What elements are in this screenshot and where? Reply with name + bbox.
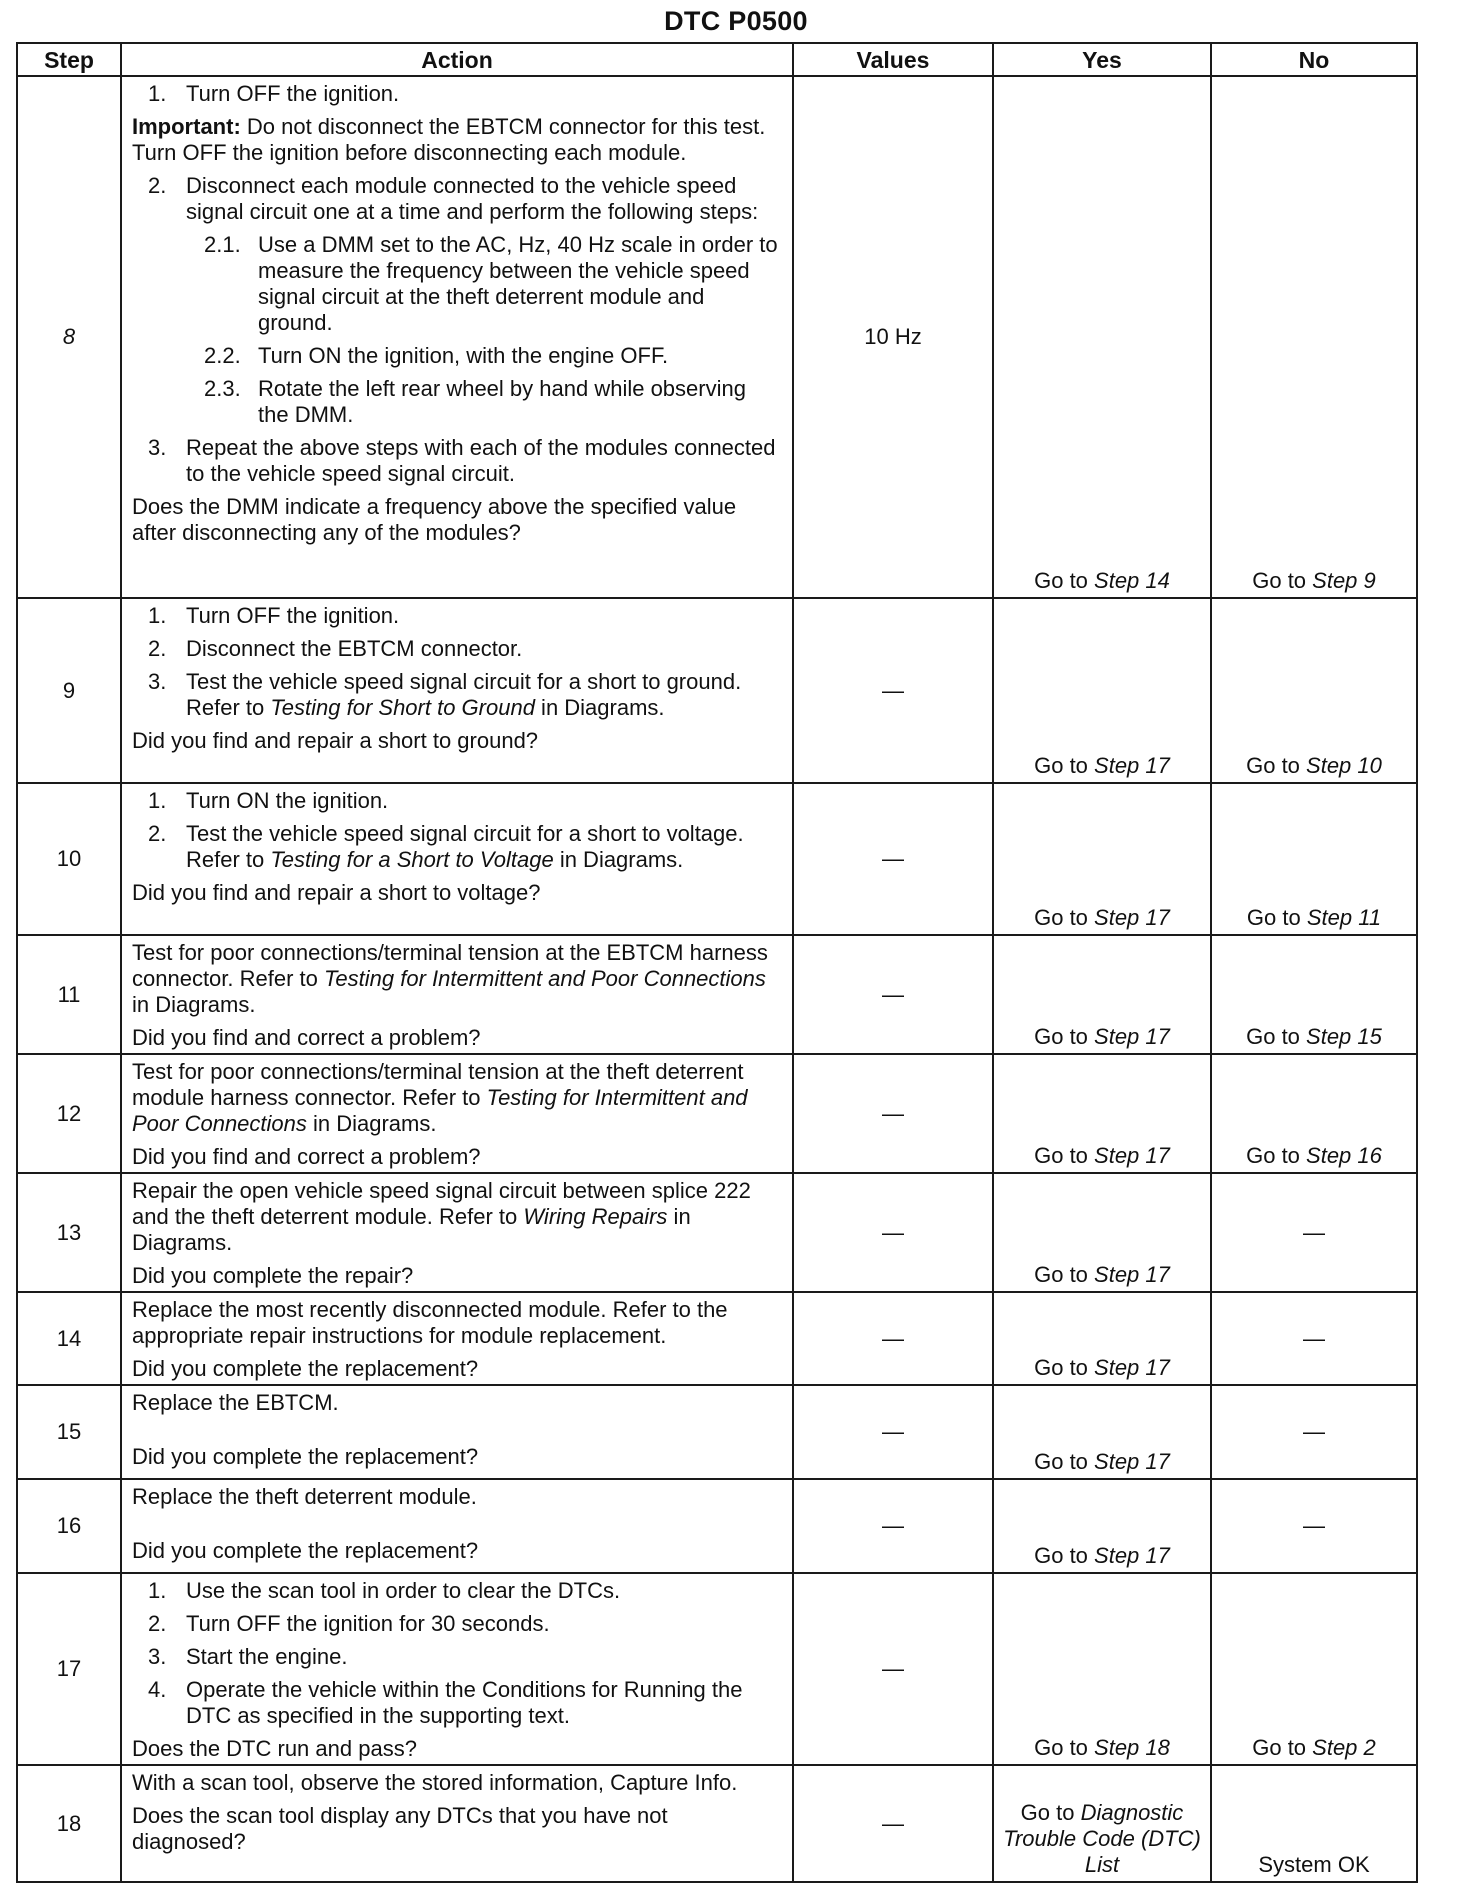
value-cell: — (793, 1054, 993, 1173)
action-text: Replace the EBTCM. (132, 1390, 339, 1415)
table-row (17, 783, 1417, 935)
value-cell: — (793, 1765, 993, 1882)
action-text: Test for poor connections/terminal tension at the EBTCM harness connector. Refer to Testing for Intermittent and Poor Connections in Diagrams. (132, 940, 768, 1017)
no-cell: Go to Step 2 (1211, 1573, 1417, 1765)
dtc-table (16, 42, 1418, 1883)
action-step: 3. Test the vehicle speed signal circuit for a short to ground. Refer to Testing for Short to Ground in Diagrams. (148, 669, 742, 720)
action-cell (121, 783, 793, 935)
step-number: 9 (17, 598, 121, 783)
action-cell (121, 1173, 793, 1292)
step-number: 12 (17, 1054, 121, 1173)
table-row (17, 1385, 1417, 1479)
yes-cell: Go to Step 18 (993, 1573, 1211, 1765)
table-row (17, 76, 1417, 598)
value-cell: — (793, 935, 993, 1054)
no-cell: System OK (1211, 1765, 1417, 1882)
value-cell: — (793, 1385, 993, 1479)
action-question: Did you find and correct a problem? (132, 1144, 481, 1169)
yes-cell: Go to Step 17 (993, 783, 1211, 935)
action-question: Does the DTC run and pass? (132, 1736, 417, 1761)
step-number: 14 (17, 1292, 121, 1385)
yes-cell: Go to Step 17 (993, 1385, 1211, 1479)
table-row (17, 1573, 1417, 1765)
action-question: Did you complete the replacement? (132, 1444, 479, 1469)
header-yes: Yes (993, 43, 1211, 76)
no-cell: — (1211, 1292, 1417, 1385)
action-text: With a scan tool, observe the stored information, Capture Info. (132, 1770, 738, 1795)
action-cell (121, 76, 793, 598)
action-step: 4. Operate the vehicle within the Conditions for Running the DTC as specified in the supporting text. (148, 1677, 743, 1728)
action-step: 1. Turn ON the ignition. (148, 788, 389, 813)
action-text: Test for poor connections/terminal tension at the theft deterrent module harness connector. Refer to Testing for Intermittent and Poor Connections in Diagrams. (132, 1059, 748, 1136)
step-number: 8 (17, 76, 121, 598)
action-cell (121, 1385, 793, 1479)
no-cell: — (1211, 1173, 1417, 1292)
header-no: No (1211, 43, 1417, 76)
no-cell: Go to Step 11 (1211, 783, 1417, 935)
table-row (17, 1054, 1417, 1173)
yes-cell: Go to Step 17 (993, 935, 1211, 1054)
table-row (17, 1173, 1417, 1292)
step-number: 10 (17, 783, 121, 935)
value-cell: — (793, 1292, 993, 1385)
step-number: 18 (17, 1765, 121, 1882)
no-cell: Go to Step 16 (1211, 1054, 1417, 1173)
value-cell: — (793, 1573, 993, 1765)
value-cell: — (793, 1479, 993, 1573)
step-number: 15 (17, 1385, 121, 1479)
action-text: Replace the most recently disconnected module. Refer to the appropriate repair instructions for module replacement. (132, 1297, 728, 1348)
yes-cell: Go to Step 17 (993, 1292, 1211, 1385)
yes-cell: Go to Step 17 (993, 598, 1211, 783)
no-cell: Go to Step 10 (1211, 598, 1417, 783)
action-substep: 2.1. Use a DMM set to the AC, Hz, 40 Hz scale in order to measure the frequency between the vehicle speed signal circuit at the theft deterrent module and ground. (204, 232, 778, 335)
action-question: Did you find and repair a short to voltage? (132, 880, 541, 905)
header-action: Action (121, 43, 793, 76)
step-number: 11 (17, 935, 121, 1054)
header-row (17, 43, 1417, 76)
action-cell (121, 1292, 793, 1385)
action-cell (121, 1765, 793, 1882)
action-step: 2. Disconnect the EBTCM connector. (148, 636, 523, 661)
action-step: 2. Turn OFF the ignition for 30 seconds. (148, 1611, 550, 1636)
action-question: Did you find and correct a problem? (132, 1025, 481, 1050)
action-step: 3. Repeat the above steps with each of the modules connected to the vehicle speed signal circuit. (148, 435, 776, 486)
header-step: Step (17, 43, 121, 76)
action-cell (121, 1573, 793, 1765)
value-cell: — (793, 783, 993, 935)
table-row (17, 1765, 1417, 1882)
action-question: Did you complete the repair? (132, 1263, 414, 1288)
action-step: 2. Test the vehicle speed signal circuit for a short to voltage. Refer to Testing for a Short to Voltage in Diagrams. (148, 821, 744, 872)
action-cell (121, 935, 793, 1054)
action-step: 1. Turn OFF the ignition. (148, 603, 400, 628)
table-row (17, 598, 1417, 783)
action-step: 3. Start the engine. (148, 1644, 348, 1669)
action-question: Does the DMM indicate a frequency above the specified value after disconnecting any of the modules? (132, 494, 737, 545)
step-number: 13 (17, 1173, 121, 1292)
yes-cell: Go to Diagnostic Trouble Code (DTC) List (993, 1765, 1211, 1882)
step-number: 17 (17, 1573, 121, 1765)
no-cell: — (1211, 1479, 1417, 1573)
value-cell: — (793, 1173, 993, 1292)
value-cell: 10 Hz (793, 76, 993, 598)
action-step: 2. Disconnect each module connected to the vehicle speed signal circuit one at a time and perform the following steps: (148, 173, 759, 224)
action-question: Did you complete the replacement? (132, 1356, 479, 1381)
yes-cell: Go to Step 17 (993, 1479, 1211, 1573)
action-cell (121, 1054, 793, 1173)
action-text: Replace the theft deterrent module. (132, 1484, 477, 1509)
document-title: DTC P0500 (664, 6, 808, 36)
action-cell (121, 598, 793, 783)
action-substep: 2.3. Rotate the left rear wheel by hand while observing the DMM. (204, 376, 746, 427)
table-row (17, 935, 1417, 1054)
no-cell: Go to Step 9 (1211, 76, 1417, 598)
yes-cell: Go to Step 14 (993, 76, 1211, 598)
no-cell: Go to Step 15 (1211, 935, 1417, 1054)
action-step: 1. Use the scan tool in order to clear the DTCs. (148, 1578, 621, 1603)
action-cell (121, 1479, 793, 1573)
no-cell: — (1211, 1385, 1417, 1479)
table-row (17, 1479, 1417, 1573)
yes-cell: Go to Step 17 (993, 1173, 1211, 1292)
action-question: Does the scan tool display any DTCs that you have not diagnosed? (132, 1803, 668, 1854)
action-substep: 2.2. Turn ON the ignition, with the engine OFF. (204, 343, 669, 368)
yes-cell: Go to Step 17 (993, 1054, 1211, 1173)
action-step: 1. Turn OFF the ignition. (148, 81, 400, 106)
action-question: Did you find and repair a short to ground? (132, 728, 539, 753)
table-row (17, 1292, 1417, 1385)
value-cell: — (793, 598, 993, 783)
action-question: Did you complete the replacement? (132, 1538, 479, 1563)
header-values: Values (793, 43, 993, 76)
important-note: Important: Do not disconnect the EBTCM connector for this test. Turn OFF the ignition before disconnecting each module. (132, 114, 766, 165)
action-text: Repair the open vehicle speed signal circuit between splice 222 and the theft deterrent module. Refer to Wiring Repairs in Diagrams. (132, 1178, 751, 1255)
step-number: 16 (17, 1479, 121, 1573)
